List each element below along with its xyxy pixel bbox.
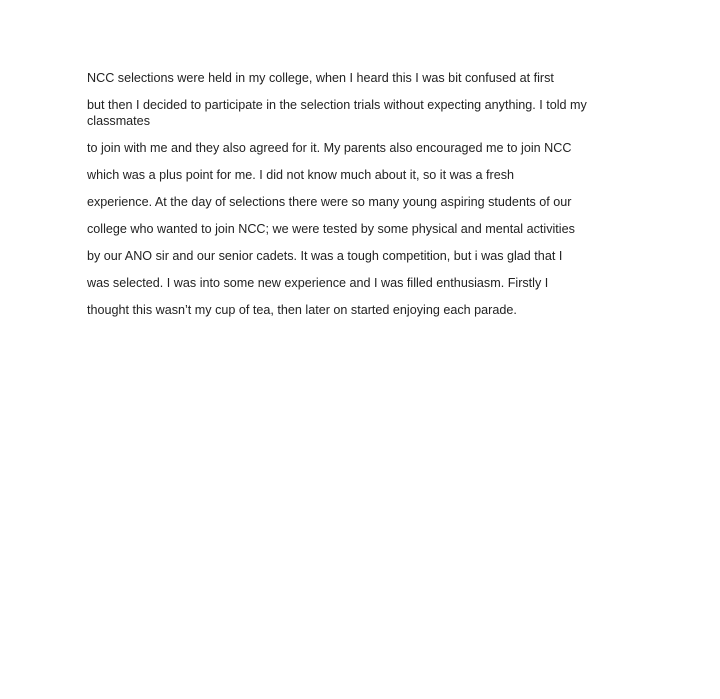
text-line: which was a plus point for me. I did not know much about it, so it was a fresh (87, 168, 514, 182)
text-line: by our ANO sir and our senior cadets. It was a tough competition, but i was glad that I (87, 249, 563, 263)
text-line: was selected. I was into some new experience and I was filled enthusiasm. Firstly I (87, 276, 549, 290)
text-line: experience. At the day of selections there were so many young aspiring students of our (87, 195, 572, 209)
text-line: college who wanted to join NCC; we were tested by some physical and mental activities (87, 222, 575, 236)
essay-text (87, 70, 632, 318)
text-line: NCC selections were held in my college, when I heard this I was bit confused at first (87, 71, 554, 85)
text-line: thought this wasn’t my cup of tea, then later on started enjoying each parade. (87, 303, 517, 317)
text-line: to join with me and they also agreed for it. My parents also encouraged me to join NCC (87, 141, 572, 155)
text-line: but then I decided to participate in the selection trials without expecting anything. I told my classmates (87, 98, 587, 128)
